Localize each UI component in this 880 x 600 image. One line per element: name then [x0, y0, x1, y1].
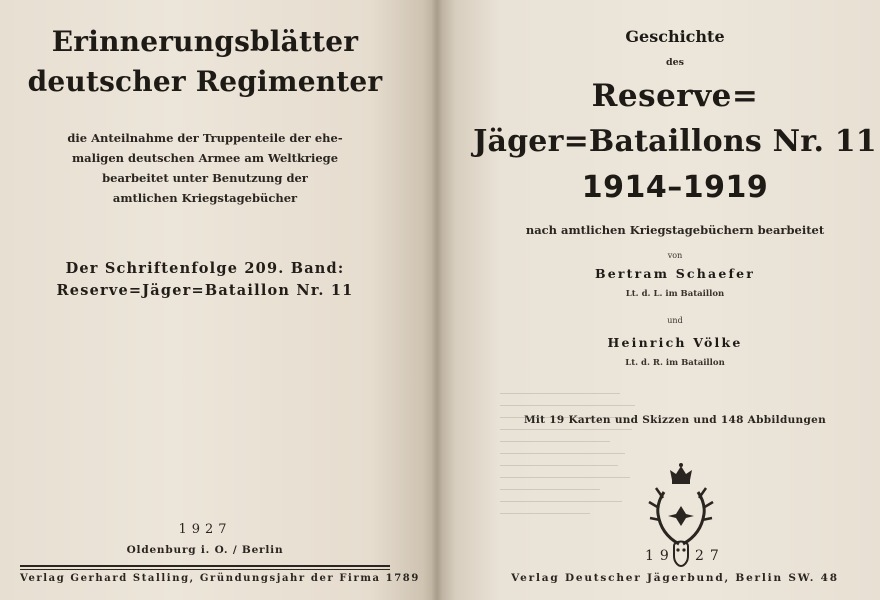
- title-line2: Jäger=Bataillons Nr. 11: [473, 124, 877, 159]
- series-volume: [0, 258, 410, 302]
- maps-note: Mit 19 Karten und Skizzen und 148 Abbildungen: [523, 414, 827, 426]
- author-1-rank: Lt. d. L. im Bataillon: [625, 289, 725, 299]
- von-word: von: [667, 251, 683, 260]
- publication-place: Oldenburg i. O. / Berlin: [126, 544, 284, 556]
- volume-title: Reserve=Jäger=Bataillon Nr. 11: [56, 282, 354, 299]
- double-rule-top: [20, 565, 390, 567]
- series-title-line1: Erinnerungsblätter: [51, 25, 359, 58]
- series-title-line2: deutscher Regimenter: [27, 65, 383, 98]
- title-line1: Reserve=: [591, 78, 759, 114]
- right-year-right: 27: [695, 548, 725, 564]
- author-2: Heinrich Völke: [607, 335, 743, 350]
- author-1: Bertram Schaefer: [594, 266, 756, 281]
- subtitle: nach amtlichen Kriegstagebüchern bearbeitet: [525, 223, 825, 237]
- description-line: bearbeitet unter Benutzung der: [102, 171, 308, 185]
- book-gutter: [432, 0, 442, 600]
- title-years: 1914–1919: [581, 170, 769, 205]
- left-publisher: Verlag Gerhard Stalling, Gründungsjahr der Firma 1789: [20, 573, 420, 584]
- series-title: [0, 22, 410, 102]
- geschichte-heading: Geschichte: [625, 27, 725, 46]
- description-line: amtlichen Kriegstagebücher: [112, 191, 298, 205]
- right-year-left: 19: [645, 548, 675, 564]
- double-rule-bottom: [20, 569, 390, 570]
- right-publisher: Verlag Deutscher Jägerbund, Berlin SW. 48: [511, 572, 839, 584]
- series-number: Der Schriftenfolge 209. Band:: [65, 260, 345, 277]
- left-year: 1927: [178, 522, 232, 537]
- bleed-through-text: [500, 382, 640, 532]
- author-2-rank: Lt. d. R. im Bataillon: [625, 358, 725, 368]
- und-word: und: [667, 316, 683, 325]
- series-description: [0, 128, 410, 208]
- description-line: maligen deutschen Armee am Weltkriege: [71, 151, 339, 165]
- des-word: des: [665, 57, 685, 68]
- description-line: die Anteilnahme der Truppenteile der ehe-: [67, 131, 343, 145]
